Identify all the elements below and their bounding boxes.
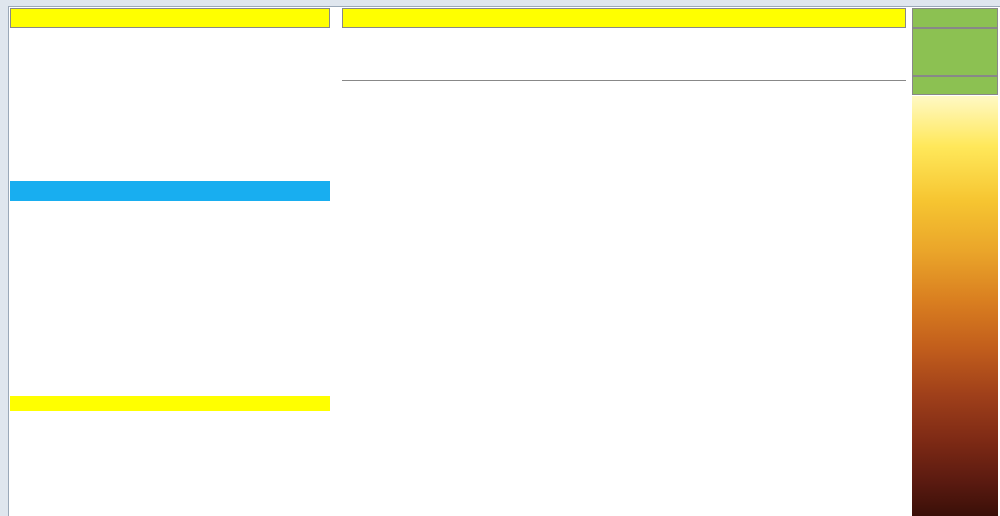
water-title — [10, 181, 330, 201]
ebc-color-scale — [912, 96, 998, 516]
color-title — [912, 8, 998, 28]
column-header-bar — [0, 0, 1000, 7]
color-label — [912, 28, 998, 76]
row-number-bar — [0, 6, 9, 516]
params-title — [10, 8, 330, 28]
control-title — [10, 396, 330, 411]
malt-table-title — [342, 8, 906, 28]
color-value[interactable] — [912, 76, 998, 95]
